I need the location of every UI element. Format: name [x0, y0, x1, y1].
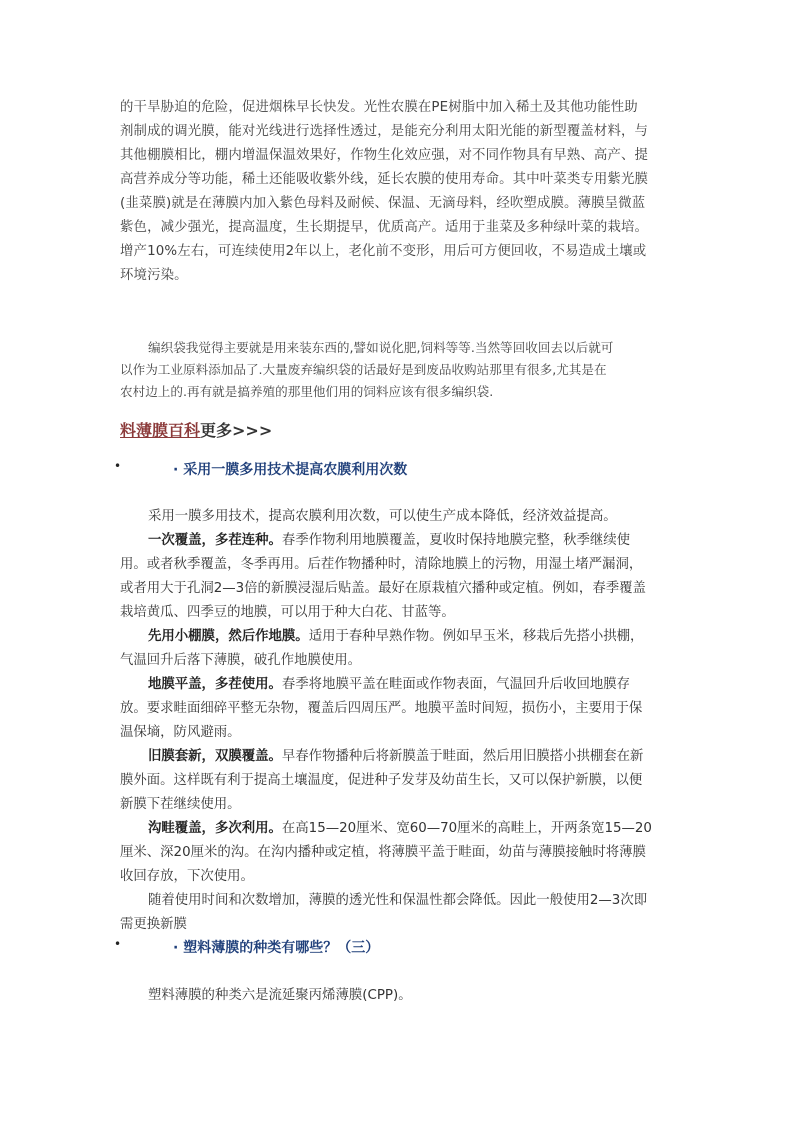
- text-line: 需更换新膜: [120, 917, 187, 932]
- text-line: 放。要求畦面细碎平整无杂物，覆盖后四周压严。地膜平盖时间短，损伤小，主要用于保: [120, 701, 643, 716]
- text-line: (韭菜膜)就是在薄膜内加入紫色母料及耐候、保温、无滴母料，经吹塑成膜。薄膜呈微蓝: [120, 196, 646, 211]
- text-line: [120, 745, 676, 769]
- section-heading[interactable]: · 塑料薄膜的种类有哪些？（三）: [173, 940, 380, 956]
- text-line: 用。或者秋季覆盖，冬季再用。后茬作物播种时，清除地膜上的污物，用湿土堵严漏洞，: [120, 557, 643, 572]
- section-body: [120, 505, 676, 937]
- text-line: 塑料薄膜的种类六是流延聚丙烯薄膜(CPP)。: [148, 988, 412, 1003]
- more-link[interactable]: 更多>>>: [200, 421, 273, 440]
- text-line: 编织袋我觉得主要就是用来装东西的,譬如说化肥,饲料等等.当然等回收回去以后就可: [148, 340, 614, 355]
- item-text: 适用于春种早熟作物。例如早玉米，移栽后先搭小拱棚，: [308, 629, 644, 644]
- text-line: 或者用大于孔洞2—3倍的新膜浸湿后贴盖。最好在原栽植穴播种或定植。例如，春季覆盖: [120, 581, 646, 596]
- item-text: 春季将地膜平盖在畦面或作物表面，气温回升后收回地膜存: [281, 677, 631, 692]
- text-line: 环境污染。: [120, 268, 188, 283]
- intro-line: 采用一膜多用技术，提高农膜利用次数，可以使生产成本降低，经济效益提高。: [148, 509, 617, 524]
- paragraph-woven-bags: [120, 337, 676, 403]
- text-line: 增产10%左右，可连续使用2年以上，老化前不变形，用后可方便回收，不易造成土壤或: [120, 244, 647, 259]
- text-line: 农村边上的.再有就是搞养殖的那里他们用的饲料应该有很多编织袋.: [120, 384, 494, 399]
- item-text: 早春作物播种后将新膜盖于畦面，然后用旧膜搭小拱棚套在新: [281, 749, 644, 764]
- text-line: 新膜下茬继续使用。: [120, 797, 241, 812]
- text-line: [120, 673, 676, 697]
- section-heading[interactable]: · 采用一膜多用技术提高农膜利用次数: [173, 462, 408, 478]
- more-header: [120, 418, 272, 441]
- bullet-icon: •: [114, 459, 122, 473]
- text-line: 其他棚膜相比，棚内增温保温效果好，作物生化效应强，对不同作物具有早熟、高产、提: [120, 148, 649, 163]
- text-line: 温保墒，防风避雨。: [120, 725, 241, 740]
- text-line: 以作为工业原料添加品了.大量废弃编织袋的话最好是到废品收购站那里有很多,尤其是在: [120, 362, 607, 377]
- paragraph-light-film: [120, 96, 676, 288]
- item-title: 沟畦覆盖，多次利用。: [148, 821, 282, 836]
- text-line: 随着使用时间和次数增加，薄膜的透光性和保温性都会降低。因此一般使用2—3次即: [148, 893, 648, 908]
- text-line: 气温回升后落下薄膜，破孔作地膜使用。: [120, 653, 362, 668]
- text-line: [120, 529, 676, 553]
- item-title: 地膜平盖，多茬使用。: [148, 677, 282, 692]
- list-item: [100, 937, 680, 961]
- item-title: 先用小棚膜，然后作地膜。: [148, 629, 309, 644]
- text-line: 的干旱胁迫的危险，促进烟株早长快发。光性农膜在PE树脂中加入稀土及其他功能性助: [120, 100, 638, 115]
- text-line: 厘米、深20厘米的沟。在沟内播种或定植，将薄膜平盖于畦面，幼苗与薄膜接触时将薄膜: [120, 845, 646, 860]
- text-line: 栽培黄瓜、四季豆的地膜，可以用于种大白花、甘蓝等。: [120, 605, 455, 620]
- text-line: 收回存放，下次使用。: [120, 869, 254, 884]
- text-line: 膜外面。这样既有利于提高土壤温度，促进种子发芽及幼苗生长，又可以保护新膜，以便: [120, 773, 643, 788]
- item-text: 春季作物利用地膜覆盖，夏收时保持地膜完整，秋季继续使: [281, 533, 631, 548]
- list-item: [100, 459, 680, 483]
- text-line: 高营养成分等功能，稀土还能吸收紫外线，延长农膜的使用寿命。其中叶菜类专用紫光膜: [120, 172, 649, 187]
- item-text: 在高15—20厘米、宽60—70厘米的高畦上，开两条宽15—20: [281, 821, 652, 836]
- bullet-icon: •: [114, 937, 122, 951]
- text-line: 紫色，减少强光，提高温度，生长期提早，优质高产。适用于韭菜及多种绿叶菜的栽培。: [120, 220, 649, 235]
- section-body: [120, 984, 676, 1008]
- text-line: [120, 625, 676, 649]
- item-title: 旧膜套新，双膜覆盖。: [148, 749, 282, 764]
- text-line: [120, 817, 676, 841]
- text-line: 剂制成的调光膜，能对光线进行选择性透过，是能充分利用太阳光能的新型覆盖材料，与: [120, 124, 649, 139]
- item-title: 一次覆盖，多茬连种。: [148, 533, 282, 548]
- film-encyclopedia-link[interactable]: 料薄膜百科: [120, 421, 201, 440]
